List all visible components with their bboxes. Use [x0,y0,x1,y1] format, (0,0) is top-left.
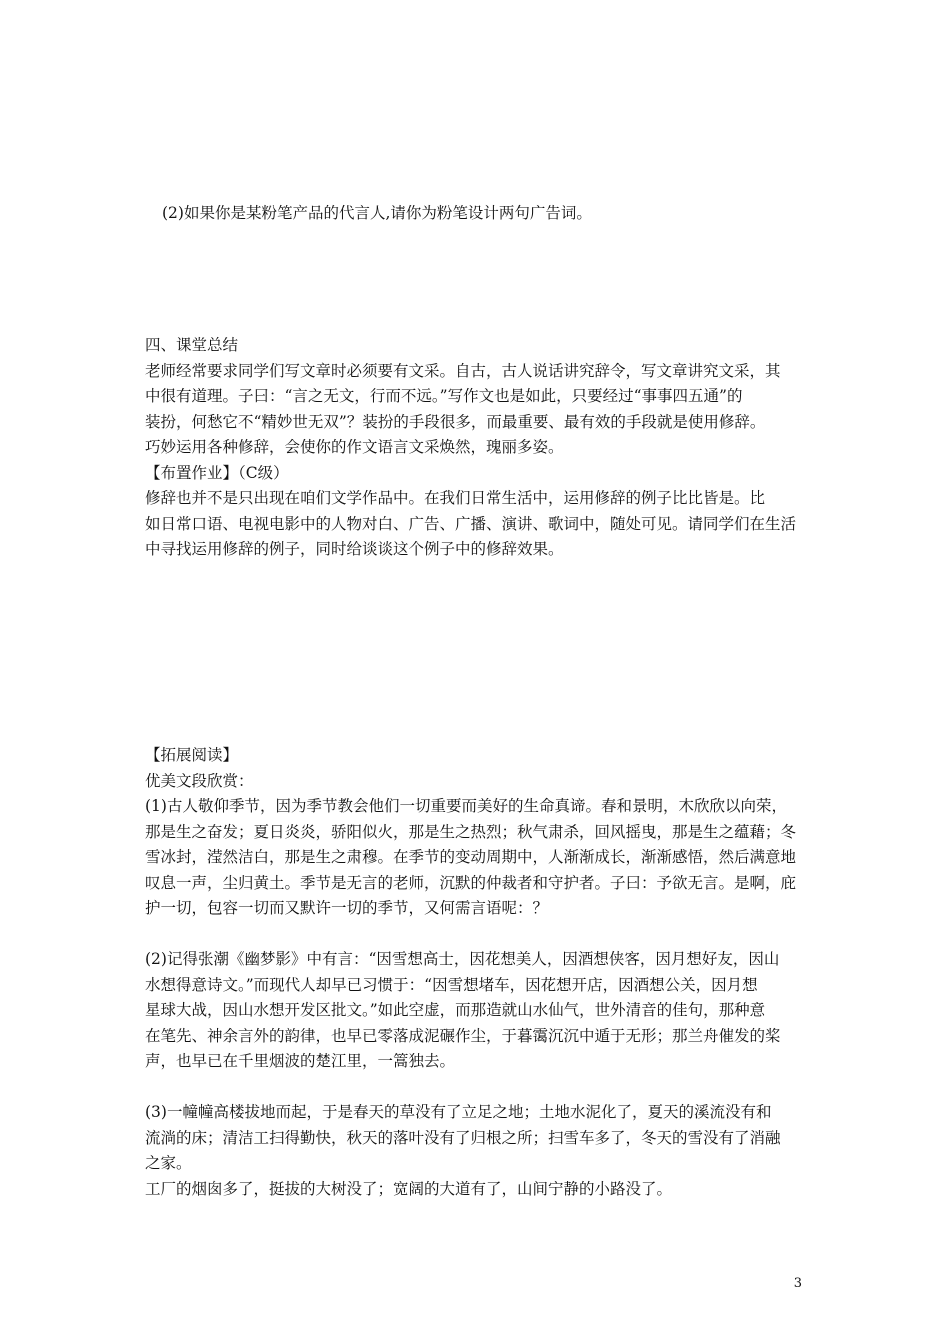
reading-p2-line: 在笔先、神余言外的韵律，也早已零落成泥碾作尘，于暮霭沉沉中遁于无形；那兰舟催发的桨 [145,1026,781,1045]
reading-p2-line: 水想得意诗文。”而现代人却早已习惯于：“因雪想堵车，因花想开店，因酒想公关，因月想 [145,975,758,994]
reading-p1-line: 叹息一声，尘归黄土。季节是无言的老师，沉默的仲裁者和守护者。子曰：予欲无言。是啊，庇 [145,873,797,892]
summary-heading: 四、课堂总结 [145,336,239,354]
reading-p1-line: 雪冰封，滢然洁白，那是生之肃穆。在季节的变动周期中，人渐渐成长，渐渐感悟，然后满意地 [145,848,797,866]
reading-p2-line: (2)记得张潮《幽梦影》中有言：“因雪想高士，因花想美人，因酒想侠客，因月想好友，因山 [145,950,780,968]
reading-p3-line: (3)一幢幢高楼拔地而起，于是春天的草没有了立足之地；土地水泥化了，夏天的溪流没有和 [145,1103,772,1121]
summary-line: 巧妙运用各种修辞，会使你的作文语言文采焕然，瑰丽多姿。 [145,438,564,456]
reading-p2-line: 声，也早已在千里烟波的楚江里，一篙独去。 [145,1052,456,1070]
reading-p1-line: (1)古人敬仰季节，因为季节教会他们一切重要而美好的生命真谛。春和景明，木欣欣以向荣， [145,797,787,815]
reading-heading: 【拓展阅读】 [145,746,239,764]
blank-line [145,922,813,948]
reading-p1-line: 那是生之奋发；夏日炎炎，骄阳似火，那是生之热烈；秋气肃杀，回风摇曳，那是生之蕴藉；冬 [145,822,797,841]
reading-section [145,743,813,1202]
homework-heading: 【布置作业】（C级） [145,463,289,482]
reading-p1-line: 护一切，包容一切而又默许一切的季节，又何需言语呢：？ [145,899,549,917]
question-2 [145,201,830,227]
reading-subheading: 优美文段欣赏： [145,771,254,790]
reading-p3-line: 工厂的烟囱多了，挺拔的大树没了；宽阔的大道有了，山间宁静的小路没了。 [145,1179,673,1198]
summary-section [145,333,813,563]
homework-line: 如日常口语、电视电影中的人物对白、广告、广播、演讲、歌词中，随处可见。请同学们在生活 [145,514,797,533]
reading-p3-line: 流淌的床；清洁工扫得勤快，秋天的落叶没有了归根之所；扫雪车多了，冬天的雪没有了消融 [145,1128,781,1147]
page-number: 3 [793,1276,802,1291]
reading-p3-line: 之家。 [145,1154,192,1172]
blank-line [145,1075,813,1101]
homework-line: 中寻找运用修辞的例子，同时给谈谈这个例子中的修辞效果。 [145,540,564,558]
summary-line: 装扮，何愁它不“精妙世无双”？装扮的手段很多，而最重要、最有效的手段就是使用修辞。 [145,412,766,431]
question-2-text: (2)如果你是某粉笔产品的代言人,请你为粉笔设计两句广告词。 [162,204,592,222]
summary-line: 老师经常要求同学们写文章时必须要有文采。自古，古人说话讲究辞令，写文章讲究文采，其 [145,361,781,380]
homework-line: 修辞也并不是只出现在咱们文学作品中。在我们日常生活中，运用修辞的例子比比皆是。比 [145,489,766,507]
reading-p2-line: 星球大战，因山水想开发区批文。”如此空虚，而那造就山水仙气，世外清音的佳句，那种意 [145,1001,766,1019]
summary-line: 中很有道理。子曰：“言之无文，行而不远。”写作文也是如此，只要经过“事事四五通”的 [145,387,743,405]
